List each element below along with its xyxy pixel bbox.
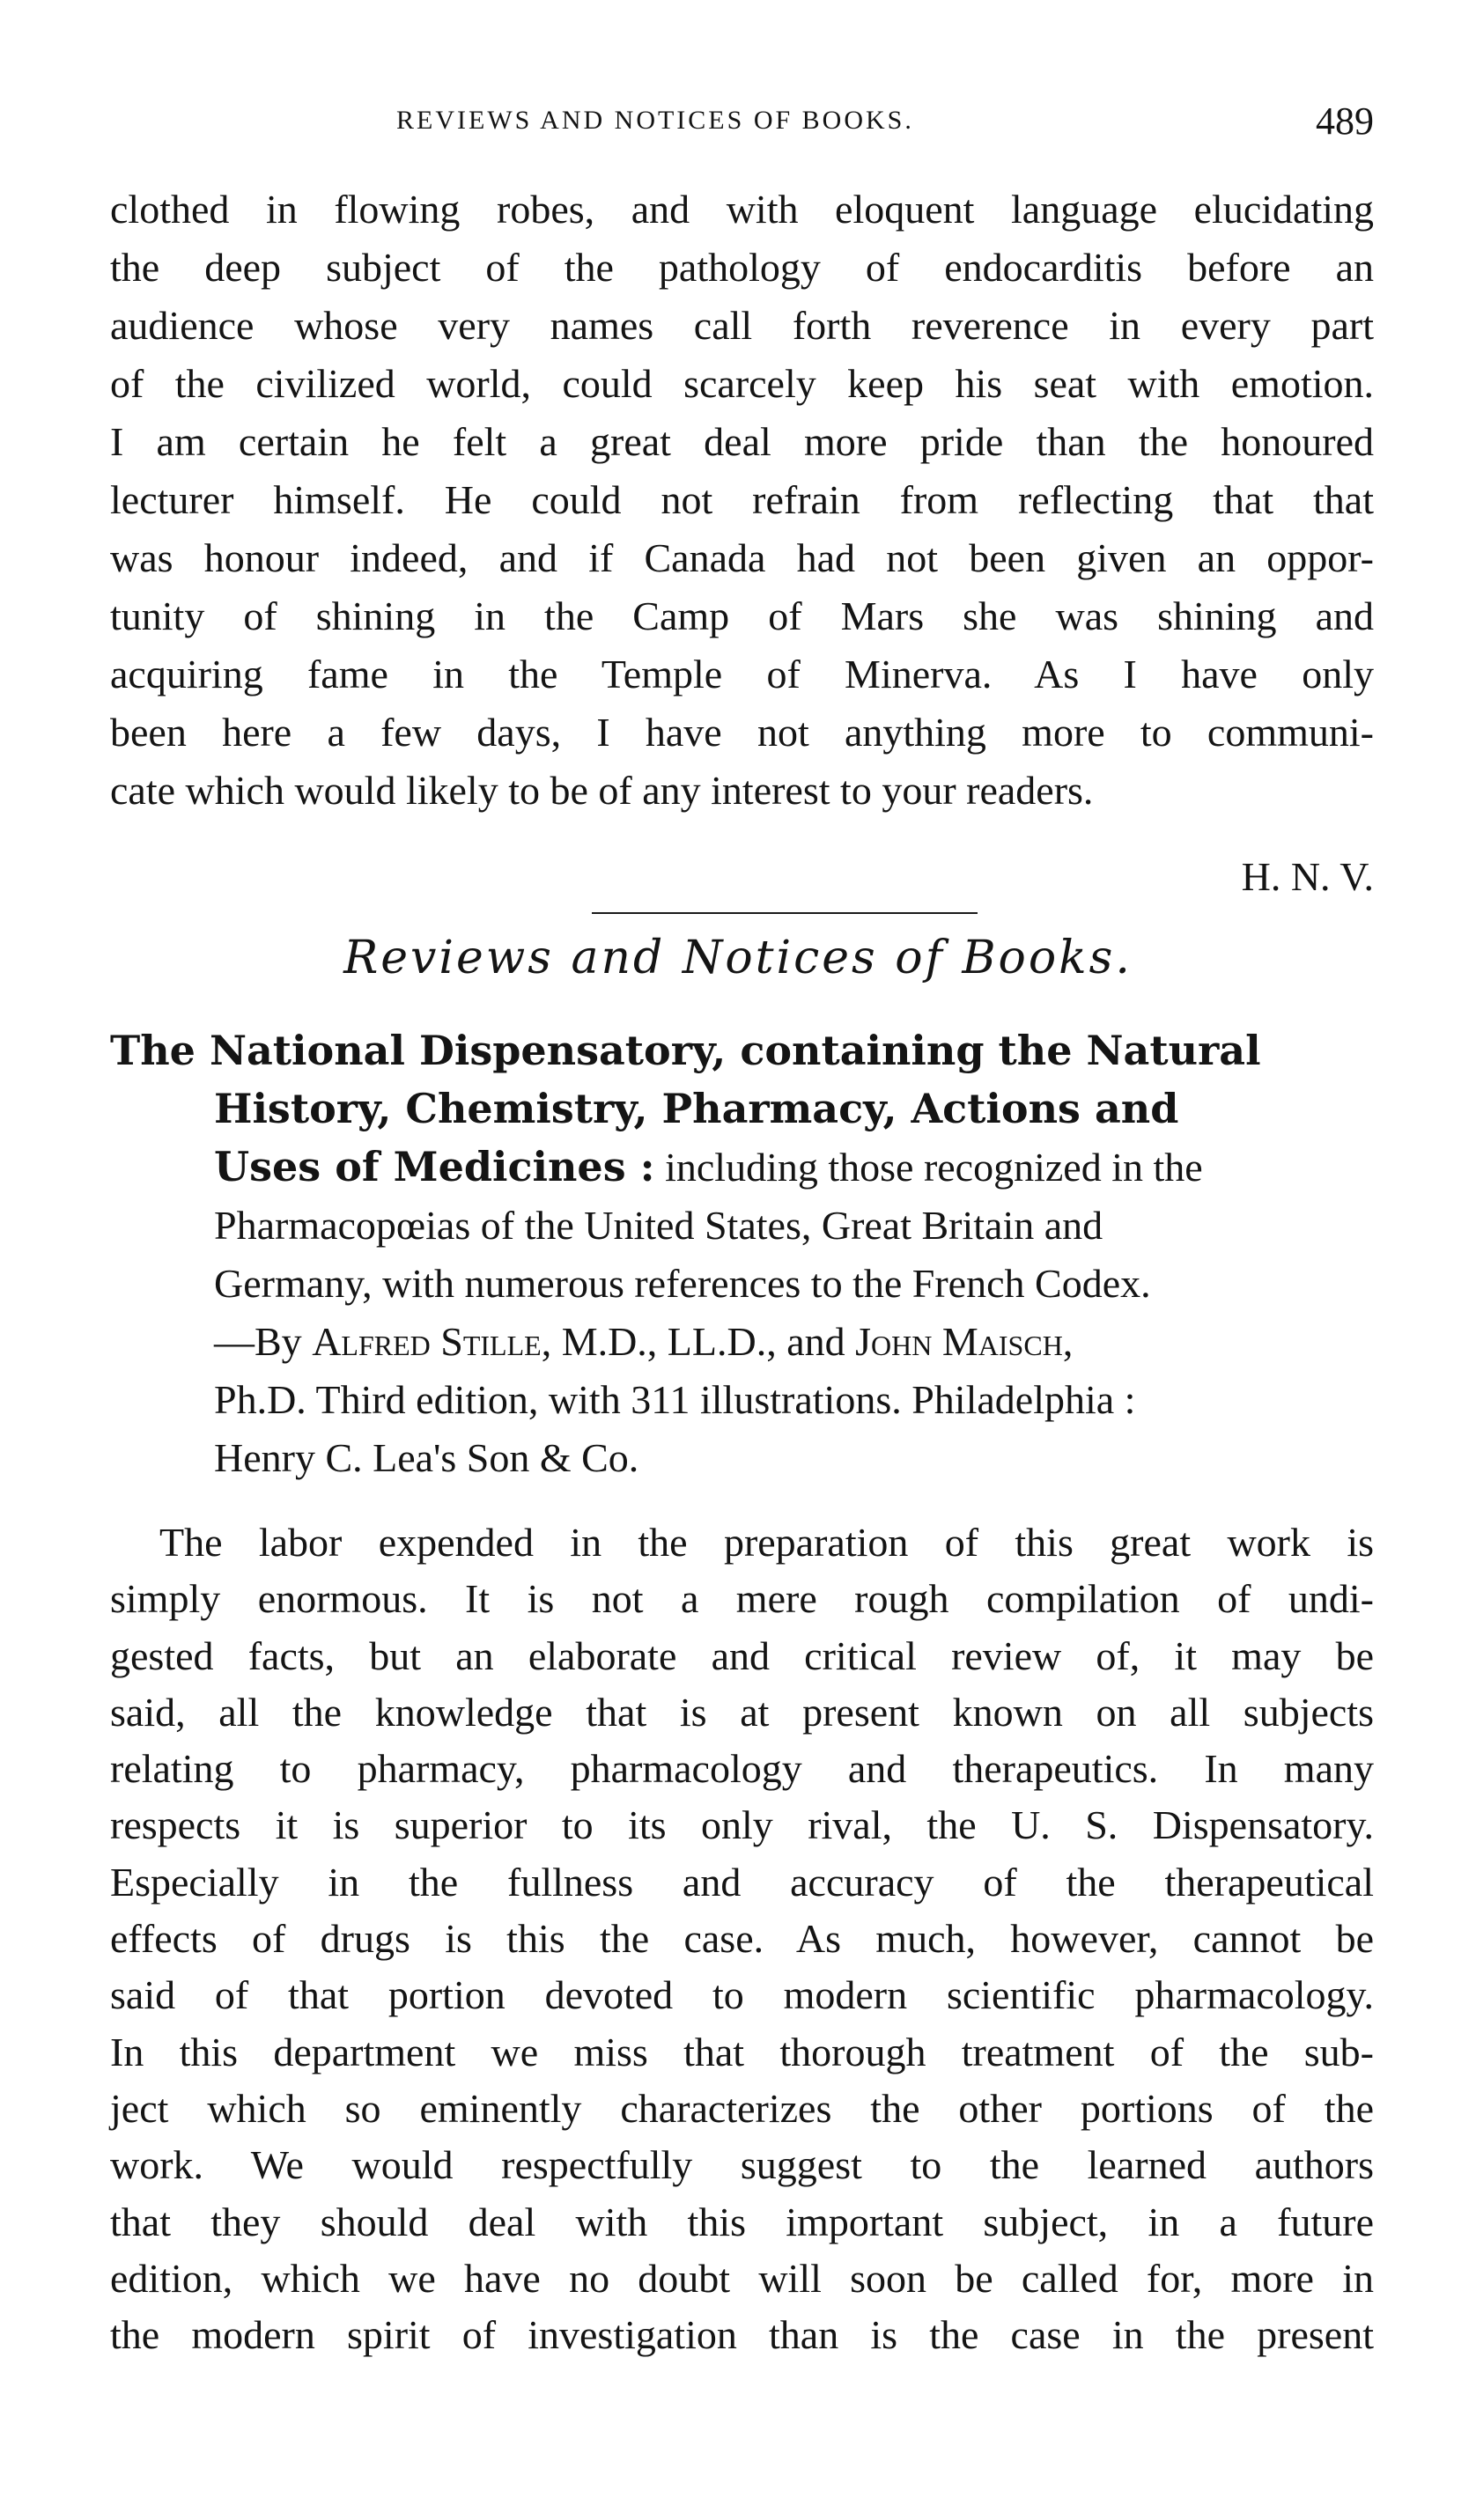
review-line: work. We would respectfully suggest to the learned authors <box>110 2142 1374 2188</box>
letter-line: was honour indeed, and if Canada had not been given an oppor- <box>110 535 1374 580</box>
letter-line: clothed in flowing robes, and with eloquent language elucidating <box>110 187 1374 232</box>
book-title-end: Uses of Medicines : <box>214 1143 655 1190</box>
letter-paragraph <box>110 181 1374 820</box>
section-heading: Reviews and Notices of Books. <box>343 932 1133 984</box>
review-line: the modern spirit of investigation than is the case in the present <box>110 2312 1374 2358</box>
book-edition: Ph.D. Third edition, with 311 illustrations. Philadelphia : <box>214 1377 1136 1422</box>
book-subtitle-line: Germany, with numerous references to the French Codex. <box>214 1261 1151 1306</box>
letter-line: lecturer himself. He could not refrain from reflecting that that <box>110 477 1374 522</box>
authors-suffix: , <box>1062 1319 1074 1364</box>
book-title: The National Dispensatory, containing the Natural <box>110 1027 1261 1074</box>
section-divider <box>592 912 978 914</box>
book-entry <box>110 1021 1374 1487</box>
letter-line: been here a few days, I have not anything more to communi- <box>110 710 1374 755</box>
review-line: simply enormous. It is not a mere rough compilation of undi- <box>110 1576 1374 1622</box>
review-line: gested facts, but an elaborate and critical review of, it may be <box>110 1632 1374 1678</box>
book-title-continued: History, Chemistry, Pharmacy, Actions and <box>214 1085 1179 1132</box>
author-name: Alfred Stille <box>312 1319 542 1364</box>
review-line: In this department we miss that thorough treatment of the sub- <box>110 2029 1374 2074</box>
signature: H. N. V. <box>1241 854 1374 899</box>
authors-prefix: —By <box>214 1319 313 1364</box>
letter-line: I am certain he felt a great deal more pride than the honoured <box>110 419 1374 464</box>
letter-line: tunity of shining in the Camp of Mars she was shining and <box>110 593 1374 638</box>
review-line: that they should deal with this important subject, in a future <box>110 2199 1374 2244</box>
authors-degrees: , M.D., LL.D., and <box>541 1319 856 1364</box>
letter-line: the deep subject of the pathology of endocarditis before an <box>110 245 1374 290</box>
letter-line: cate which would likely to be of any interest to your readers. <box>110 768 1094 813</box>
review-line: effects of drugs is this the case. As much, however, cannot be <box>110 1916 1374 1962</box>
author-name: John Maisch <box>855 1319 1063 1364</box>
running-title: REVIEWS AND NOTICES OF BOOKS. <box>396 106 914 135</box>
book-publisher: Henry C. Lea's Son & Co. <box>214 1435 639 1480</box>
letter-line: of the civilized world, could scarcely keep his seat with emotion. <box>110 361 1374 406</box>
review-line: ject which so eminently characterizes the other portions of the <box>110 2085 1374 2131</box>
book-authors <box>110 1313 1374 1371</box>
review-line: said of that portion devoted to modern scientific pharmacology. <box>110 1972 1374 2018</box>
running-head <box>110 99 1374 151</box>
book-subtitle: including those recognized in the <box>654 1145 1203 1190</box>
review-line: The labor expended in the preparation of this great work is <box>159 1520 1374 1565</box>
review-line: respects it is superior to its only rival, the U. S. Dispensatory. <box>110 1802 1374 1848</box>
review-line: Especially in the fullness and accuracy of the therapeutical <box>110 1859 1374 1905</box>
review-paragraph <box>110 1514 1374 2363</box>
page-number: 489 <box>1316 99 1374 143</box>
book-title-line <box>110 1138 1374 1197</box>
letter-line: acquiring fame in the Temple of Minerva. As I have only <box>110 652 1374 696</box>
review-line: relating to pharmacy, pharmacology and therapeutics. In many <box>110 1746 1374 1792</box>
letter-line: audience whose very names call forth reverence in every part <box>110 303 1374 348</box>
review-line: edition, which we have no doubt will soon be called for, more in <box>110 2255 1374 2301</box>
review-line: said, all the knowledge that is at present known on all subjects <box>110 1689 1374 1735</box>
book-subtitle-line: Pharmacopœias of the United States, Great Britain and <box>214 1203 1103 1248</box>
